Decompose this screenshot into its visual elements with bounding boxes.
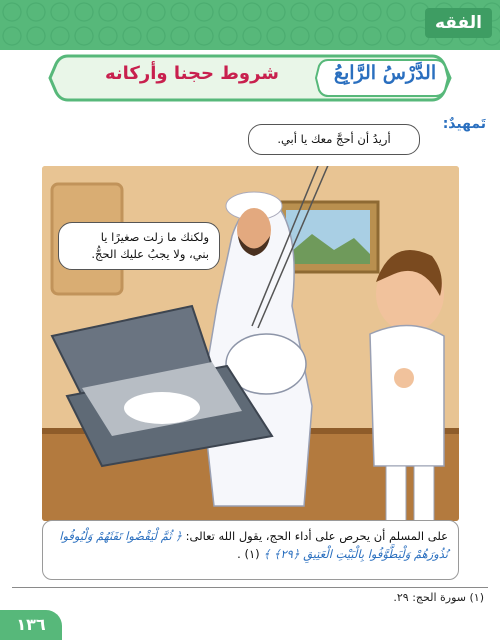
caption-box (42, 520, 459, 580)
caption-prefix: على المسلم أن يحرص على أداء الحج، يقول الله تعالى: (185, 529, 448, 543)
lesson-number: الدَّرْسُ الرَّابِعُ (333, 62, 437, 84)
subject-label: الفقه (425, 8, 492, 38)
father-speech-line2: بني، ولا يجبُ عليك الحجُّ. (91, 247, 209, 261)
header-band (0, 0, 500, 50)
father-speech-line1: ولكنك ما زلت صغيرًا يا (100, 230, 209, 244)
page-number: ١٣٦ (0, 610, 62, 640)
footnote-ref: (١) . (237, 547, 260, 561)
child-speech-bubble (248, 124, 420, 155)
quran-verse: ﴿ ثُمَّ لْيَقْضُوا تَفَثَهُمْ وَلْيُوفُوا نُذُورَهُمْ وَلْيَطَّوَّفُوا بِالْبَيْتِ الْعَتِيقِ ﴿٢٩﴾ ﴾ (59, 529, 448, 561)
father-speech-bubble (58, 222, 220, 270)
lesson-banner (48, 54, 452, 102)
footnote-divider (12, 587, 488, 588)
lesson-title: شروط حجنا وأركانه (105, 63, 279, 84)
illustration (42, 166, 459, 521)
footnote: (١) سورة الحج: ٢٩. (393, 591, 484, 604)
illustration-art (42, 166, 459, 521)
intro-label: تَمهيدٌ: (442, 116, 486, 132)
child-speech-text: أريدُ أن أحجَّ معك يا أبي. (277, 132, 391, 146)
